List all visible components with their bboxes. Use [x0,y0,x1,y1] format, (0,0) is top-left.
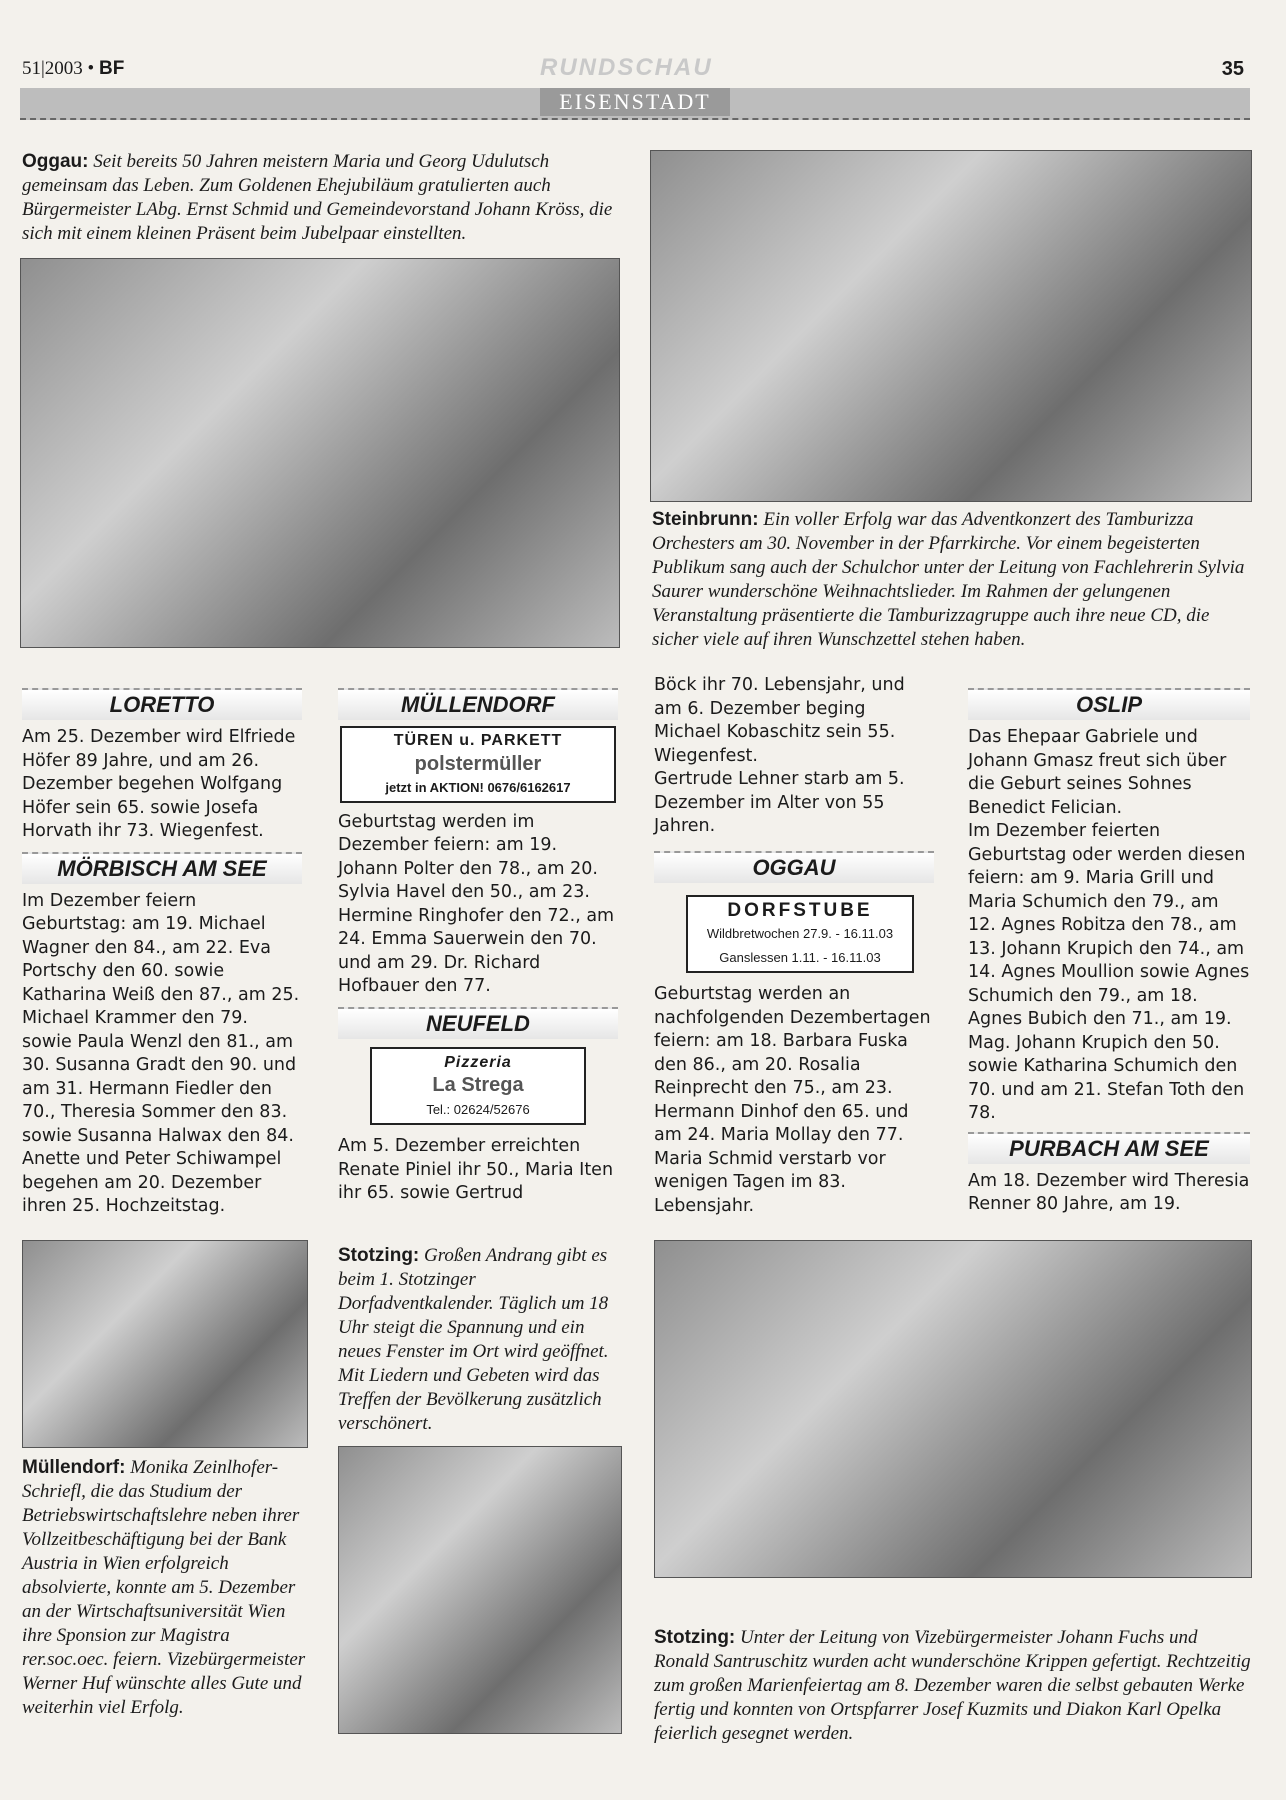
ad-pizzeria [370,1047,586,1126]
ad-polstermueller [340,726,616,803]
caption-stotzing-advent [338,1244,620,1436]
photo-advent-window [338,1446,622,1734]
column-1 [22,688,302,1219]
caption-place: Müllendorf: [22,1457,126,1478]
ad-dorfstube [686,895,914,974]
article-muellendorf: Geburtstag werden im Dezember feiern: am 19. Johann Polter den 78., am 20. Sylvia Havel den 50., am 23. Hermine Ringhofer den 72., am 24. Emma Sauerwein den 70. und am 29. Dr. Richard Hofbauer den 77. [338,811,615,996]
section-title-oslip: OSLIP [968,688,1250,720]
ad-brand: DORFSTUBE [727,899,873,921]
section-title-purbach: PURBACH AM SEE [968,1132,1250,1164]
caption-place: Steinbrunn: [652,509,759,530]
caption-place: Stotzing: [338,1245,420,1266]
section-title-neufeld: NEUFELD [338,1007,618,1039]
photo-nativity-cribs [654,1240,1252,1578]
article-moerbisch: Im Dezember feiern Geburtstag: am 19. Michael Wagner den 84., am 22. Eva Portschy den 60. sowie Katharina Weiß den 87., am 25. Michael Krammer den 79. sowie Paula Wenzl den 81., am 30. Susanna Gradt den 90. und am 31. Hermann Fiedler den 70., Theresia Sommer den 83. sowie Susanna Halwax den 84. Anette und Peter Schiwampel begehen am 20. Dezember ihren 25. Hochzeitstag. [22,890,300,1216]
article-oggau-obituary: Maria Schmid verstarb vor wenigen Tagen im 83. Lebensjahr. [654,1148,886,1216]
caption-text: Seit bereits 50 Jahren meistern Maria und Georg Udulutsch gemeinsam das Leben. Zum Goldenen Ehejubiläum gratulierten auch Bürgermeister LAbg. Ernst Schmid und Gemeindevorstand Johann Kröss, die sich mit einem kleinen Präsent beim Jubelpaar einstellten. [22,151,613,244]
photo-jubilee-couple [20,258,620,648]
section-title-moerbisch: MÖRBISCH AM SEE [22,852,302,884]
article-neufeld-obituary: Gertrude Lehner starb am 5. Dezember im Alter von 55 Jahren. [654,769,905,836]
section-title-oggau: OGGAU [654,851,934,883]
section-title: RUNDSCHAU [540,54,713,81]
ad-line: jetzt in AKTION! 0676/6162617 [385,780,571,795]
column-4 [968,688,1250,1217]
region-label: EISENSTADT [540,88,730,116]
article-neufeld-continued: Böck ihr 70. Lebensjahr, und am 6. Dezember beging Michael Kobaschitz sein 55. Wiegenfest. [654,675,905,766]
caption-text: Großen Andrang gibt es beim 1. Stotzinger Dorfadventkalender. Täglich um 18 Uhr steigt die Spannung und ein neues Fenster im Ort wird geöffnet. Mit Liedern und Gebeten wird das Treffen der Bevölkerung zusätzlich verschönert. [338,1245,609,1434]
ad-brand: La Strega [432,1074,524,1096]
caption-text: Ein voller Erfolg war das Adventkonzert des Tamburizza Orchesters am 30. November in der Pfarrkirche. Vor einem begeisterten Publikum sang auch der Schulchor unter der Leitung von Fachlehrerin Sylvia Saurer wunderschöne Weihnachtslieder. Im Rahmen der gelungenen Veranstaltung präsentierte die Tamburizzagruppe auch ihre neue CD, die sicher viele auf ihren Wunschzettel stehen haben. [652,509,1245,650]
article-oggau: Geburtstag werden an nachfolgenden Dezembertagen feiern: am 18. Barbara Fuska den 86., am 20. Rosalia Reinprecht den 75., am 23. Hermann Dinhof den 65. und am 24. Maria Mollay den 77. [654,984,931,1145]
brand-logo: BF [98,58,125,79]
ad-line: Ganslessen 1.11. - 16.11.03 [719,949,881,965]
section-title-muellendorf: MÜLLENDORF [338,688,618,720]
article-neufeld: Am 5. Dezember erreichten Renate Piniel ihr 50., Maria Iten ihr 65. sowie Gertrud [338,1136,614,1203]
caption-text: Unter der Leitung von Vizebürgermeister Johann Fuchs und Ronald Santruschitz wurden acht wunderschöne Krippen gefertigt. Rechtzeitig zum großen Marienfeiertag am 8. Dezember waren die selbst gebauten Werke fertig und konnten von Ortspfarrer Josef Kuzmits und Diakon Karl Opelka feierlich gesegnet werden. [654,1627,1251,1744]
photo-school-choir [650,150,1252,502]
caption-text: Monika Zeinlhofer-Schriefl, die das Studium der Betriebswirtschaftslehre neben ihrer Vollzeitbeschäftigung bei der Bank Austria in Wien erfolgreich absolvierte, konnte am 5. Dezember an der Wirtschaftsuniversität Wien ihre Sponsion zur Magistra rer.soc.oec. feiern. Vizebürgermeister Werner Huf wünschte alles Gute und weiterhin viel Erfolg. [22,1457,306,1718]
article-purbach: Am 18. Dezember wird Theresia Renner 80 Jahre, am 19. [968,1170,1250,1214]
issue-info [22,58,124,80]
photo-sponsion [22,1240,308,1448]
caption-muellendorf [22,1456,306,1720]
article-oslip-birthdays: Im Dezember feierten Geburtstag oder werden diesen feiern: am 9. Maria Grill und Maria Schumich den 79., am 12. Agnes Robitza den 78., am 13. Johann Krupich den 74., am 14. Agnes Moullion sowie Agnes Schumich den 79., am 18. Agnes Bubich den 71., am 19. Mag. Johann Krupich den 50. sowie Katharina Schumich den 70. und am 21. Stefan Toth den 78. [968,821,1250,1123]
caption-oggau [22,150,622,246]
section-title-loretto: LORETTO [22,688,302,720]
ad-line: Pizzeria [444,1053,512,1071]
ad-line: Tel.: 02624/52676 [426,1101,530,1117]
article-loretto: Am 25. Dezember wird Elfriede Höfer 89 Jahre, und am 26. Dezember begehen Wolfgang Höfer sein 65. sowie Josefa Horvath ihr 73. Wiegenfest. [22,727,296,841]
issue-number: 51|2003 • [22,58,95,79]
caption-place: Oggau: [22,151,89,172]
column-3 [654,674,934,1218]
caption-stotzing-cribs [654,1626,1254,1746]
page-number: 35 [1221,58,1244,80]
ad-brand: polstermüller [414,752,542,775]
caption-steinbrunn [652,508,1252,652]
ad-line: Wildbretwochen 27.9. - 16.11.03 [706,926,894,941]
ad-line: TÜREN u. PARKETT [393,732,563,749]
caption-place: Stotzing: [654,1627,736,1648]
column-2 [338,688,618,1206]
article-oslip-birth: Das Ehepaar Gabriele und Johann Gmasz freut sich über die Geburt seines Sohnes Benedict Felician. [968,727,1227,818]
